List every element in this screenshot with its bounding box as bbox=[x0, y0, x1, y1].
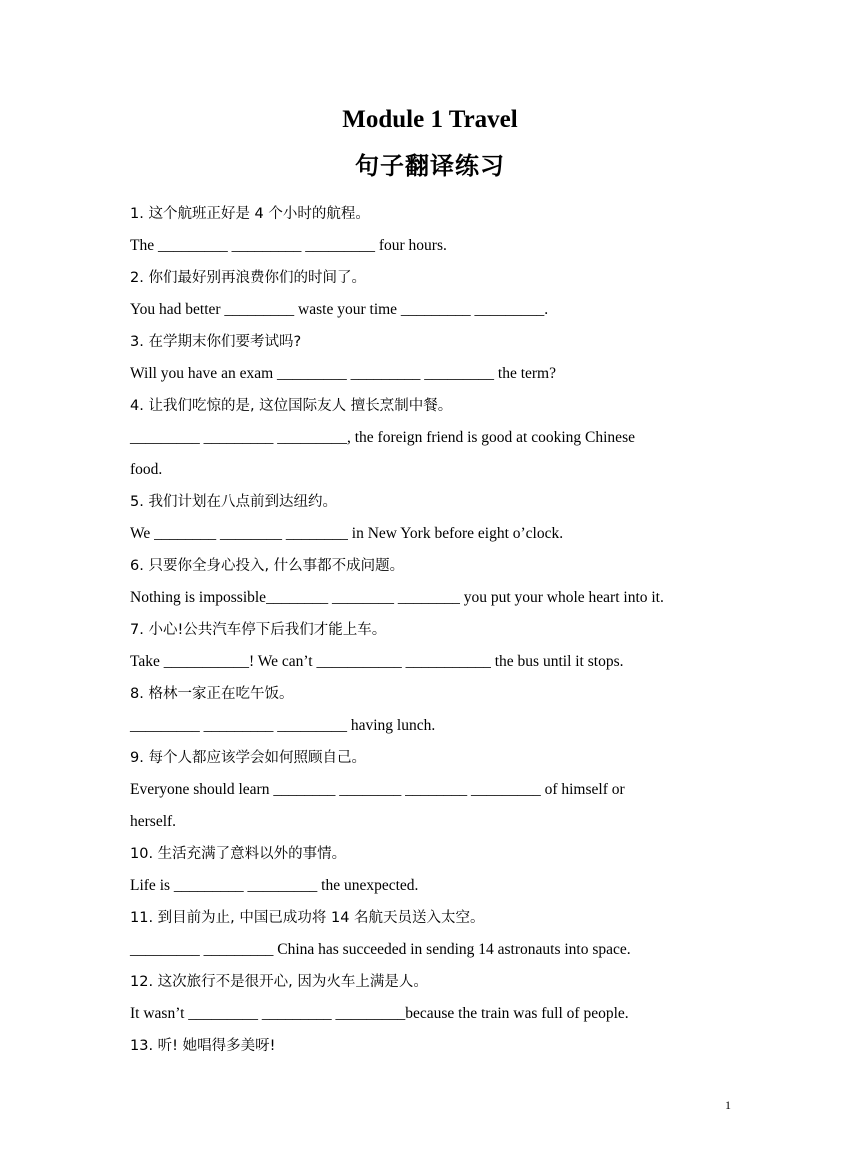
exercise-prompt: 5. 我们计划在八点前到达纽约。 bbox=[130, 494, 337, 510]
exercise-prompt: 6. 只要你全身心投入, 什么事都不成问题。 bbox=[130, 558, 405, 574]
exercise-sentence: It wasn’t _________ _________ _________because the train was full of people. bbox=[130, 1005, 629, 1022]
exercise-prompt: 3. 在学期末你们要考试吗? bbox=[130, 334, 302, 350]
exercise-list bbox=[130, 198, 740, 1062]
exercise-sentence: Nothing is impossible________ ________ ________ you put your whole heart into it. bbox=[130, 589, 664, 606]
exercise-sentence: _________ _________ China has succeeded in sending 14 astronauts into space. bbox=[130, 941, 631, 958]
exercise-prompt: 9. 每个人都应该学会如何照顾自己。 bbox=[130, 750, 366, 766]
exercise-prompt: 12. 这次旅行不是很开心, 因为火车上满是人。 bbox=[130, 974, 428, 990]
exercise-prompt: 13. 听! 她唱得多美呀! bbox=[130, 1038, 276, 1054]
exercise-sentence: Life is _________ _________ the unexpected. bbox=[130, 877, 419, 894]
exercise-prompt: 8. 格林一家正在吃午饭。 bbox=[130, 686, 294, 702]
document-subtitle: 句子翻译练习 bbox=[355, 152, 505, 180]
exercise-sentence: Will you have an exam _________ _________ _________ the term? bbox=[130, 365, 556, 382]
exercise-sentence: We ________ ________ ________ in New York before eight o’clock. bbox=[130, 525, 564, 542]
exercise-prompt: 4. 让我们吃惊的是, 这位国际友人 擅长烹制中餐。 bbox=[130, 398, 453, 414]
exercise-sentence: Take ___________! We can’t ___________ ___________ the bus until it stops. bbox=[130, 653, 624, 670]
exercise-prompt: 1. 这个航班正好是 4 个小时的航程。 bbox=[130, 206, 370, 222]
exercise-prompt: 10. 生活充满了意料以外的事情。 bbox=[130, 846, 347, 862]
exercise-sentence: food. bbox=[130, 461, 163, 478]
exercise-sentence: _________ _________ _________, the foreign friend is good at cooking Chinese bbox=[130, 429, 635, 446]
exercise-sentence: Everyone should learn ________ ________ ________ _________ of himself or bbox=[130, 781, 625, 798]
exercise-sentence: herself. bbox=[130, 813, 177, 830]
exercise-prompt: 7. 小心!公共汽车停下后我们才能上车。 bbox=[130, 622, 387, 638]
exercise-sentence: _________ _________ _________ having lunch. bbox=[130, 717, 436, 734]
document-title: Module 1 Travel bbox=[342, 106, 518, 133]
exercise-prompt: 11. 到目前为止, 中国已成功将 14 名航天员送入太空。 bbox=[130, 910, 485, 926]
exercise-sentence: You had better _________ waste your time _________ _________. bbox=[130, 301, 549, 318]
page-number: 1 bbox=[725, 1098, 731, 1112]
exercise-sentence: The _________ _________ _________ four hours. bbox=[130, 237, 447, 254]
exercise-prompt: 2. 你们最好别再浪费你们的时间了。 bbox=[130, 270, 366, 286]
